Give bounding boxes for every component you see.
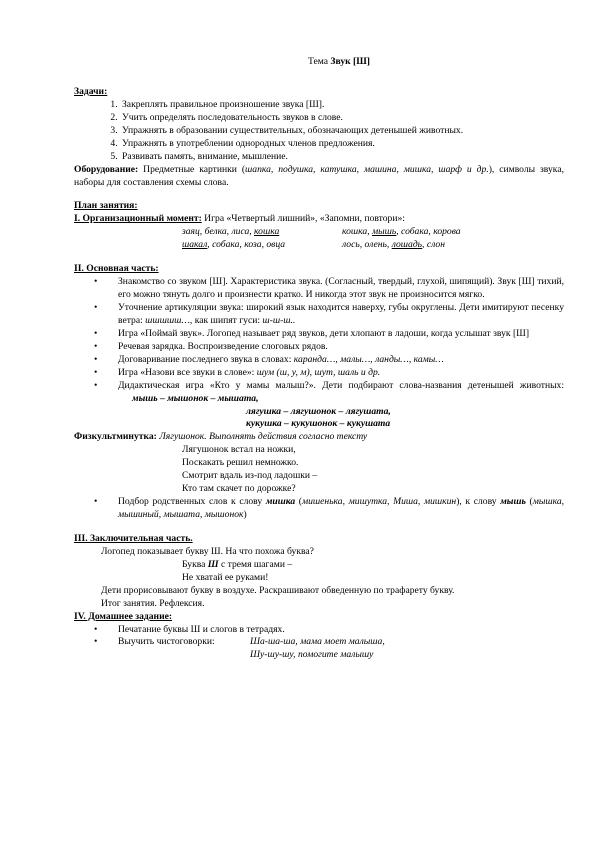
poem-line: Кто там скачет по дорожке?: [182, 483, 296, 495]
final-line: [182, 559, 564, 572]
list-item: [118, 636, 564, 662]
list-item: [118, 367, 564, 380]
item-text: Уточнение артикуляции звука: широкий язык находится наверху, губы округлены. Дети имитируют песенку ветра:: [118, 302, 564, 326]
item-text: Дидактическая игра «Кто у мамы малыш?». Дети подбирают слова-названия детенышей животных:: [118, 379, 564, 391]
equipment-words: шапка, подушка, катушка, машина, мишка, шарф и др.: [245, 163, 489, 175]
item-text: Подбор родственных слов к слову: [118, 496, 266, 508]
final-heading: III. Заключительная часть.: [74, 532, 193, 544]
item-italic: ш-ш-ш..: [262, 314, 296, 326]
main-heading: II. Основная часть:: [74, 263, 159, 275]
item-italic: кукушка – кукушонок – кукушата: [246, 418, 391, 430]
list-item: 4. Упражнять в употреблении однородных членов предложения.: [120, 138, 564, 151]
tongue-twisters: [118, 636, 564, 662]
item-text: • Выучить чистоговорки:: [118, 636, 215, 648]
title-main: Звук [Ш]: [330, 56, 370, 67]
words-text: заяц, белка, лиса,: [182, 226, 255, 238]
item-italic: Ша-ша-ша, мама моет малыша,: [250, 636, 385, 648]
item-text: (: [295, 496, 303, 508]
item-italic: мышка, мышиный, мышата, мышонок: [118, 496, 565, 520]
equipment-paragraph: [74, 164, 564, 190]
org-text: Игра «Четвертый лишний», «Запомни, повтори»:: [201, 213, 405, 225]
list-item: • Игра «Поймай звук». Логопед называет ряд звуков, дети хлопают в ладоши, когда услышат звук [Ш]: [118, 328, 564, 341]
plan-heading: План занятия:: [74, 200, 138, 212]
word-rows: [182, 226, 564, 252]
main-list-2: [74, 496, 564, 522]
equipment-label: Оборудование:: [74, 163, 139, 175]
item-italic: мышь – мышонок – мышата,: [132, 392, 259, 404]
list-item: 3. Упражнять в образовании существительных, обозначающих детенышей животных.: [120, 125, 564, 138]
equipment-text-end: ), символы звука, наборы для составления схемы слова.: [74, 163, 564, 188]
list-item: 1. Закреплять правильное произношение звука [Ш].: [120, 99, 564, 112]
title-prefix: Тема: [308, 56, 331, 67]
words-text: , слон: [422, 239, 445, 251]
item-italic: лягушка – лягушонок – лягушата,: [246, 405, 391, 417]
poem-line: Лягушонок встал на ножки,: [182, 444, 296, 456]
words-odd: лошадь: [391, 239, 423, 251]
item-text: Договаривание последнего звука в словах:: [118, 353, 294, 365]
tasks-heading: Задачи:: [74, 85, 108, 97]
words-text: , собака, коза, овца: [207, 239, 286, 251]
list-item: • Речевая зарядка. Воспроизведение слоговых рядов.: [118, 341, 564, 354]
fizk-text: Лягушонок. Выполнять действия согласно тексту: [156, 431, 368, 443]
poem-line: Поскакать решил немножко.: [182, 457, 299, 469]
home-heading: IV. Домашнее задание:: [74, 610, 173, 622]
poem: [182, 444, 564, 496]
item-text: Игра «Назови все звуки в слове»:: [118, 366, 257, 378]
item-text: ), к слову: [456, 496, 501, 508]
item-italic: Шу-шу-шу, помогите малышу: [250, 649, 374, 661]
words-odd: кошка: [254, 226, 280, 238]
words-text: кошка,: [342, 226, 373, 238]
words-text: , собака, корова: [396, 226, 461, 238]
item-italic: каранда…, малы…, ланды…, камы…: [293, 353, 444, 365]
list-item: 5. Развивать память, внимание, мышление.: [120, 151, 564, 164]
words-odd: шакал: [182, 239, 208, 251]
word-row-2a: [182, 239, 342, 252]
main-list: [74, 276, 564, 431]
word-row-1b: [342, 226, 542, 239]
list-item: • Печатание буквы Ш и слогов в тетрадях.: [118, 624, 564, 637]
final-text: Буква: [182, 558, 208, 570]
final-text: с тремя шагами –: [218, 558, 293, 570]
list-item: [118, 380, 564, 432]
equipment-text: Предметные картинки (: [138, 163, 246, 175]
final-line: Логопед показывает букву Ш. На что похожа буква?: [101, 545, 314, 557]
fizk-label: Физкультминутка:: [74, 431, 157, 443]
page-title: [114, 56, 564, 69]
document-page: [74, 56, 564, 662]
item-italic: шшшшш…: [145, 314, 190, 326]
list-item: [118, 302, 564, 328]
item-italic: шум (ш, у, м), шут, шаль и др.: [256, 366, 381, 378]
list-item: [118, 354, 564, 367]
word-row-1a: [182, 226, 342, 239]
item-italic: мишка: [265, 496, 296, 508]
final-line: Итог занятия. Рефлексия.: [101, 597, 205, 609]
words-text: лось, олень,: [342, 239, 392, 251]
list-item: [118, 496, 564, 522]
fizkultminutka: [74, 431, 564, 444]
poem-line: Смотрит вдаль из-под ладошки –: [182, 470, 318, 482]
final-letter: Ш: [207, 558, 219, 570]
item-text: ): [243, 509, 247, 520]
list-item: • Знакомство со звуком [Ш]. Характеристика звука. (Согласный, твердый, глухой, шипящий). Звук [Ш] тихий, его можно тянуть долго и произнести кратко. И никогда этот звук не произносится мягко.: [118, 276, 564, 302]
final-line: Дети прорисовывают букву в воздухе. Раскрашивают обведенную по трафарету букву.: [101, 584, 455, 596]
tasks-list: [74, 99, 564, 164]
org-moment: [74, 213, 564, 226]
words-odd: мышь: [372, 226, 397, 238]
list-item: 2. Учить определять последовательность звуков в слове.: [120, 112, 564, 125]
final-line: Не хватай ее руками!: [182, 571, 269, 583]
item-italic: мишенька, мишутка, Миша, мишкин: [302, 496, 457, 508]
org-label: I. Организационный момент:: [74, 213, 202, 225]
item-text: (: [525, 496, 533, 508]
word-row-2b: [342, 239, 542, 252]
item-italic: мышь: [500, 496, 526, 508]
home-list: [74, 624, 564, 663]
item-text: , как шипят гуси:: [189, 314, 263, 326]
